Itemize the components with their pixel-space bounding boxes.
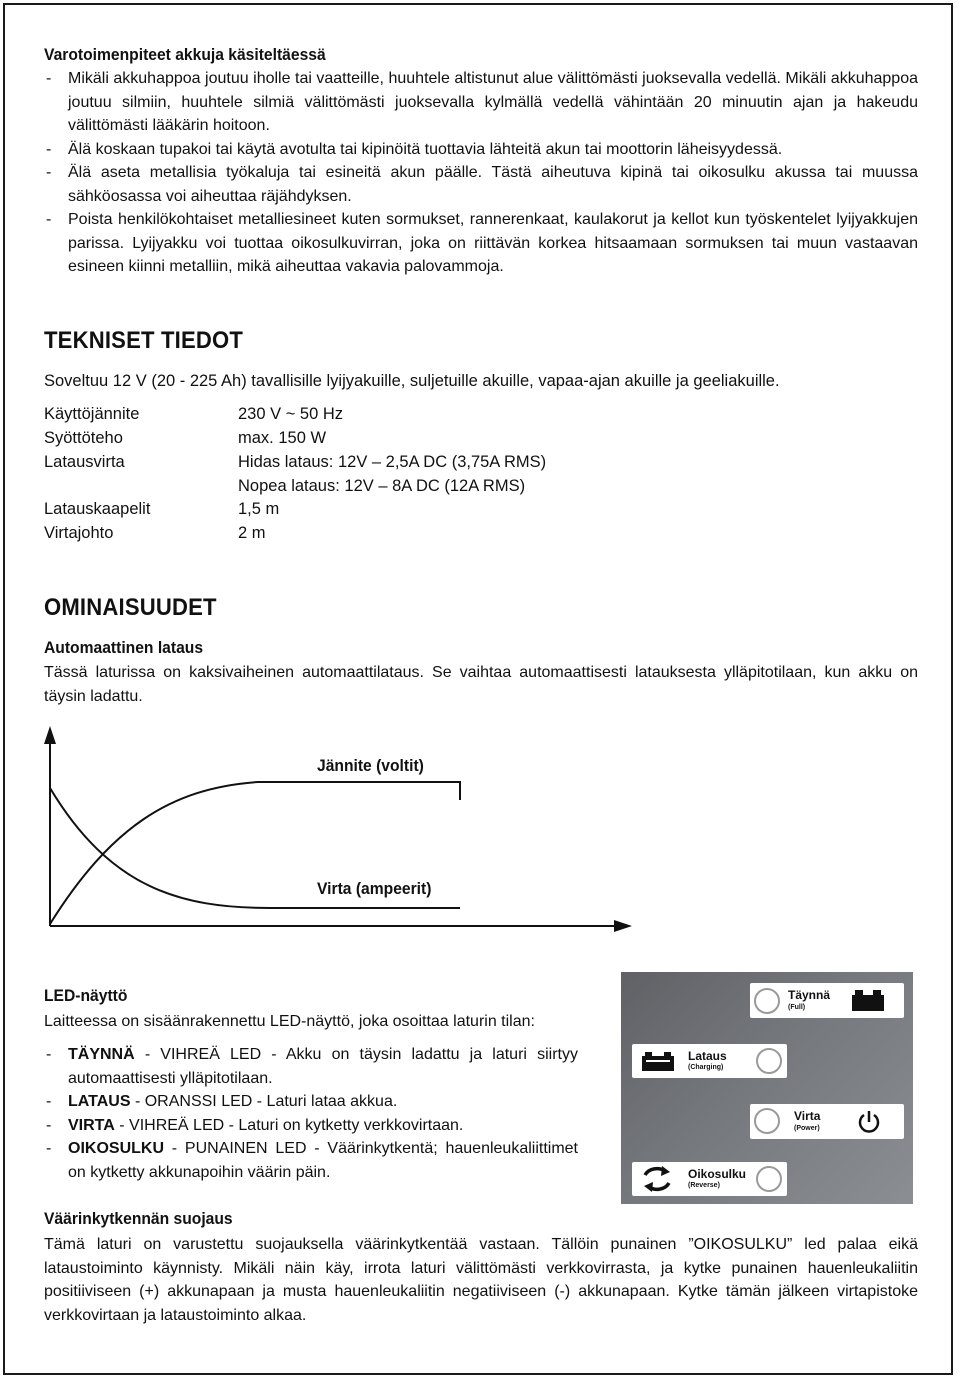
led-full-indicator: [754, 988, 780, 1014]
x-axis-arrow-icon: [614, 920, 632, 932]
list-item: [44, 1137, 578, 1184]
led-desc: - VIHREÄ LED - Laturi on kytketty verkkovirtaan.: [114, 1116, 464, 1134]
spec-value: Hidas lataus: 12V – 2,5A DC (3,75A RMS): [238, 453, 547, 471]
reverse-arrows-icon: [641, 1165, 673, 1193]
spec-value: max. 150 W: [238, 429, 327, 447]
list-item: - Älä aseta metallisia työkaluja tai esineitä akun päälle. Tästä aiheutuva kipinä tai oikosulku akussa tai muussa sähköosassa voi aiheuttaa räjähdyksen.: [44, 161, 918, 208]
list-item: [44, 1090, 578, 1114]
led-charging-indicator: [756, 1048, 782, 1074]
battery-full-icon: [852, 990, 886, 1012]
voltage-curve: [50, 782, 460, 924]
protection-text: Tämä laturi on varustettu suojauksella väärinkytkentää vastaan. Tällöin punainen ”OIKOSULKU” led palaa eikä lataustoiminto käynnisty. Mikäli näin käy, irrota laturi välittömästi verkkovirrasta, ja kytke punainen hauenleukaliitin positiiviseen (+) akkunapaan ja musta hauenleukaliitin negatiiviseen (-) akkunapaan. Kytke tämän jälkeen virtapistoke verkkovirtaan ja lataustoiminto alkaa.: [44, 1236, 918, 1324]
features-heading: OMINAISUUDET: [44, 594, 217, 621]
specs-intro: Soveltuu 12 V (20 - 225 Ah) tavallisille lyijyakuille, suljetuille akuille, vapaa-ajan akuille ja geeliakuille.: [44, 372, 780, 390]
spec-label: Latausvirta: [44, 453, 125, 471]
spec-value: 1,5 m: [238, 500, 280, 518]
list-item: - Mikäli akkuhappoa joutuu iholle tai vaatteille, huuhtele altistunut alue välittömästi juoksevalla vedellä. Mikäli akkuhappoa joutuu silmiin, huuhtele silmiä välittömästi juoksevalla kylmällä vedellä vähintään 20 minuutin ajan ja hakeudu välittömästi lääkärin hoitoon.: [44, 67, 918, 138]
spec-label: Virtajohto: [44, 524, 114, 542]
specs-heading: TEKNISET TIEDOT: [44, 327, 244, 354]
panel-charging-sub: (Charging): [688, 1064, 724, 1071]
panel-reverse-name: Oikosulku: [688, 1167, 747, 1181]
spec-label: Latauskaapelit: [44, 500, 151, 518]
precautions-list: [44, 67, 918, 279]
led-power-indicator: [754, 1108, 780, 1134]
voltage-label: Jännite (voltit): [317, 756, 424, 775]
charging-curve-diagram: [40, 718, 640, 933]
list-item: - Älä koskaan tupakoi tai käytä avotulta tai kipinöitä tuottavia lähteitä akun tai moottorin läheisyydessä.: [44, 138, 918, 162]
precautions-heading: Varotoimenpiteet akkuja käsiteltäessä: [44, 45, 326, 64]
auto-charge-heading: Automaattinen lataus: [44, 638, 204, 657]
battery-charging-icon: [642, 1052, 676, 1071]
spec-label: Käyttöjännite: [44, 405, 140, 423]
led-key: VIRTA: [68, 1116, 115, 1134]
led-list: [44, 1043, 578, 1184]
led-desc: - VIHREÄ LED - Akku on täysin ladattu ja laturi siirtyy automaattisesti ylläpitotilaan.: [68, 1046, 578, 1087]
protection-heading: Väärinkytkennän suojaus: [44, 1209, 233, 1228]
y-axis-arrow-icon: [44, 726, 56, 744]
current-label: Virta (ampeerit): [317, 879, 432, 898]
spec-value: 230 V ~ 50 Hz: [238, 405, 344, 423]
power-icon: [856, 1109, 882, 1135]
led-intro: Laitteessa on sisäänrakennettu LED-näyttö, joka osoittaa laturin tilan:: [44, 1013, 535, 1030]
led-key: TÄYNNÄ: [68, 1046, 135, 1063]
led-panel: [621, 972, 913, 1204]
panel-power-name: Virta: [794, 1109, 821, 1123]
panel-full-name: Täynnä: [788, 988, 831, 1002]
spec-value: Nopea lataus: 12V – 8A DC (12A RMS): [238, 477, 526, 495]
list-item: - Poista henkilökohtaiset metalliesineet kuten sormukset, rannerenkaat, kaulakorut ja kellot kun työskentelet lyijyakkujen parissa. Lyijyakku voi tuottaa oikosulkuvirran, joka on riittävän korkea hitsaamaan sormuksen tai muun vastaavan esineen kiinni metalliin, mikä aiheuttaa vakavia palovammoja.: [44, 208, 918, 279]
auto-charge-text: Tässä laturissa on kaksivaiheinen automaattilataus. Se vaihtaa automaattisesti latauksesta ylläpitotilaan, kun akku on täysin ladattu.: [44, 664, 918, 705]
spec-label: Syöttöteho: [44, 429, 123, 447]
list-item: [44, 1043, 578, 1090]
led-desc: - ORANSSI LED - Laturi lataa akkua.: [130, 1093, 398, 1110]
panel-full-sub: (Full): [788, 1004, 806, 1011]
led-key: OIKOSULKU: [68, 1140, 164, 1157]
led-reverse-indicator: [756, 1166, 782, 1192]
panel-power-sub: (Power): [794, 1125, 820, 1132]
spec-value: 2 m: [238, 524, 266, 542]
led-heading: LED-näyttö: [44, 986, 128, 1005]
panel-charging-name: Lataus: [688, 1049, 727, 1063]
led-desc: - PUNAINEN LED - Väärinkytkentä; hauenleukaliittimet on kytketty akkunapoihin väärin päin.: [68, 1140, 578, 1181]
panel-reverse-sub: (Reverse): [688, 1182, 720, 1189]
list-item: [44, 1114, 578, 1138]
led-key: LATAUS: [68, 1093, 131, 1110]
